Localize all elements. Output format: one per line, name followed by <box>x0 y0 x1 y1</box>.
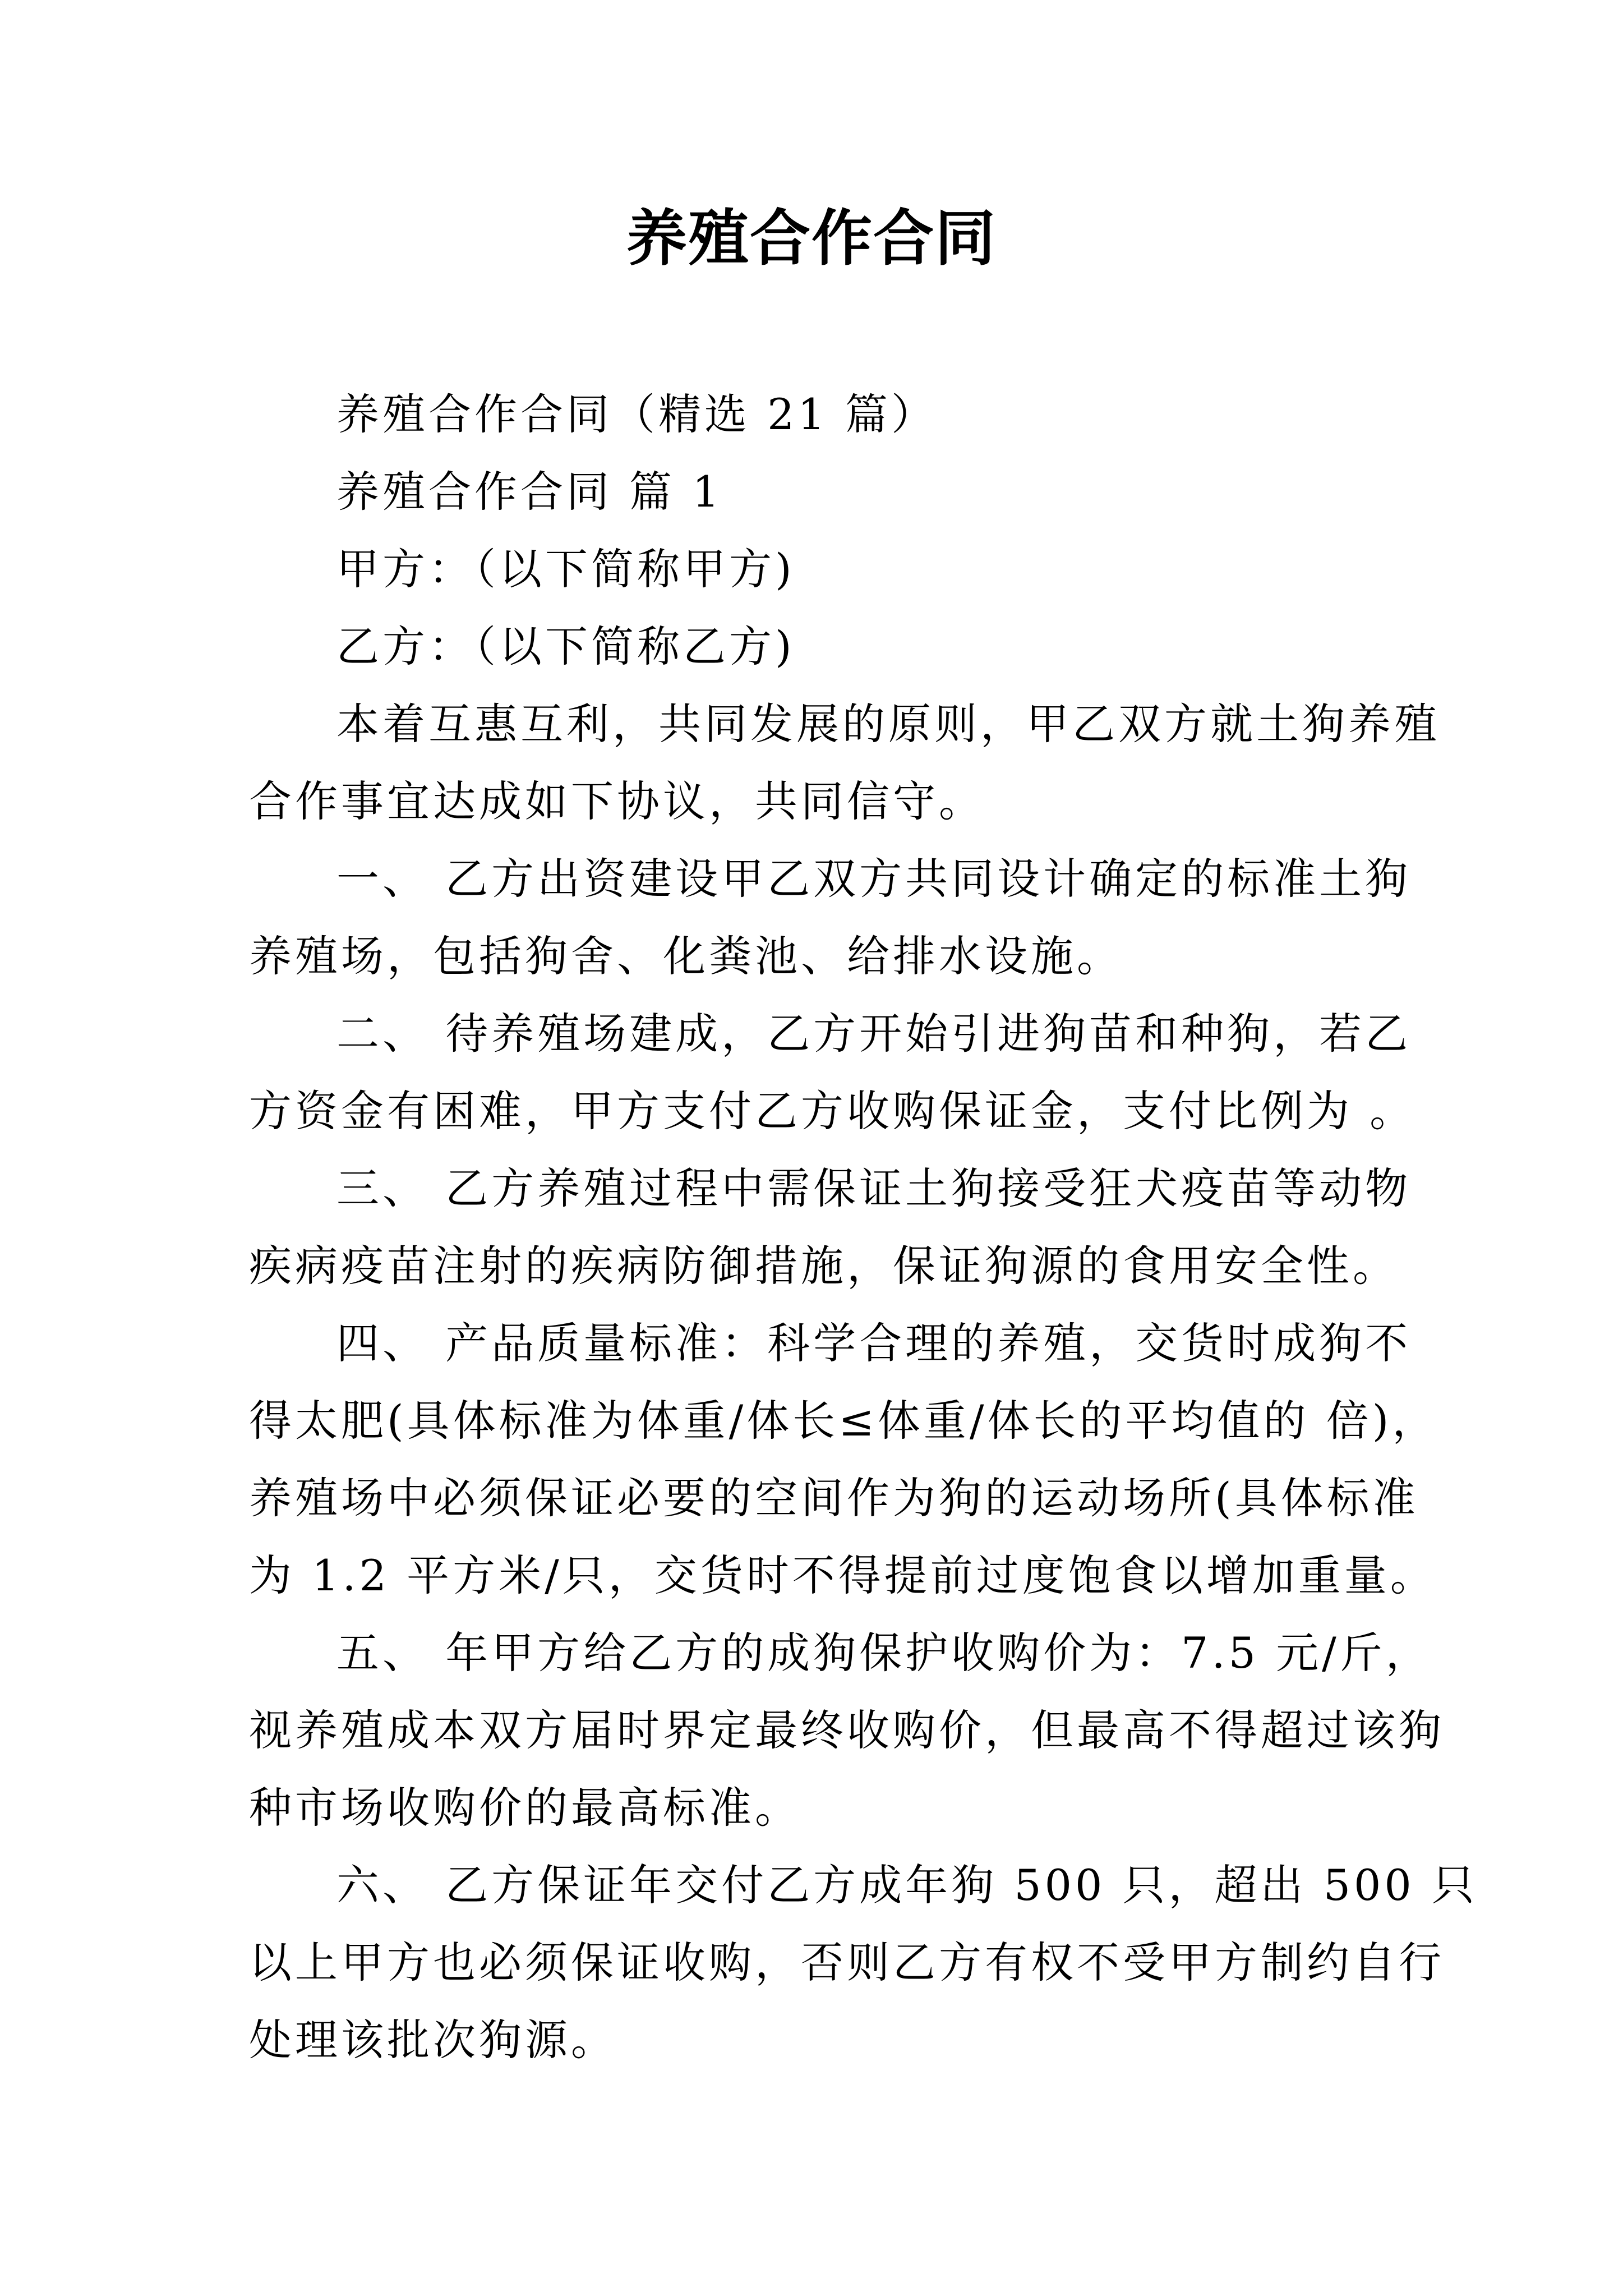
text-line: 种市场收购价的最高标准。 <box>249 1783 801 1833</box>
text-line: 乙方：（以下简称乙方) <box>336 622 795 671</box>
text-line: 合作事宜达成如下协议，共同信守。 <box>249 776 985 826</box>
text-line: 养殖场，包括狗舍、化粪池、给排水设施。 <box>249 931 1123 981</box>
text-line: 以上甲方也必须保证收购，否则乙方有权不受甲方制约自行 <box>249 1938 1445 1987</box>
text-line: 处理该批次狗源。 <box>249 2015 617 2065</box>
document-title: 养殖合作合同 <box>626 203 997 274</box>
text-line: 养殖合作合同 篇 1 <box>336 467 723 517</box>
text-line: 养殖场中必须保证必要的空间作为狗的运动场所(具体标准 <box>249 1473 1419 1523</box>
text-line: 六、 乙方保证年交付乙方成年狗 500 只，超出 500 只 <box>336 1860 1478 1910</box>
text-line: 为 1.2 平方米/只，交货时不得提前过度饱食以增加重量。 <box>249 1550 1436 1600</box>
document-body <box>249 376 1478 2079</box>
text-line: 五、 年甲方给乙方的成狗保护收购价为：7.5 元/斤， <box>336 1628 1432 1678</box>
text-line: 疾病疫苗注射的疾病防御措施，保证狗源的食用安全性。 <box>249 1241 1399 1291</box>
text-line: 四、 产品质量标准：科学合理的养殖，交货时成狗不 <box>336 1318 1412 1368</box>
text-line: 方资金有困难，甲方支付乙方收购保证金，支付比例为 。 <box>249 1086 1416 1136</box>
text-line: 一、 乙方出资建设甲乙双方共同设计确定的标准土狗 <box>336 854 1412 904</box>
text-line: 二、 待养殖场建成，乙方开始引进狗苗和种狗，若乙 <box>336 1009 1412 1059</box>
text-line: 视养殖成本双方届时界定最终收购价，但最高不得超过该狗 <box>249 1705 1445 1755</box>
text-line: 三、 乙方养殖过程中需保证土狗接受狂犬疫苗等动物 <box>336 1163 1412 1213</box>
text-line: 得太肥(具体标准为体重/体长≤体重/体长的平均值的 倍)， <box>249 1396 1438 1446</box>
text-line: 甲方：（以下简称甲方) <box>336 544 795 594</box>
text-line: 本着互惠互利，共同发展的原则，甲乙双方就土狗养殖 <box>336 699 1440 749</box>
text-line: 养殖合作合同（精选 21 篇） <box>336 389 938 439</box>
